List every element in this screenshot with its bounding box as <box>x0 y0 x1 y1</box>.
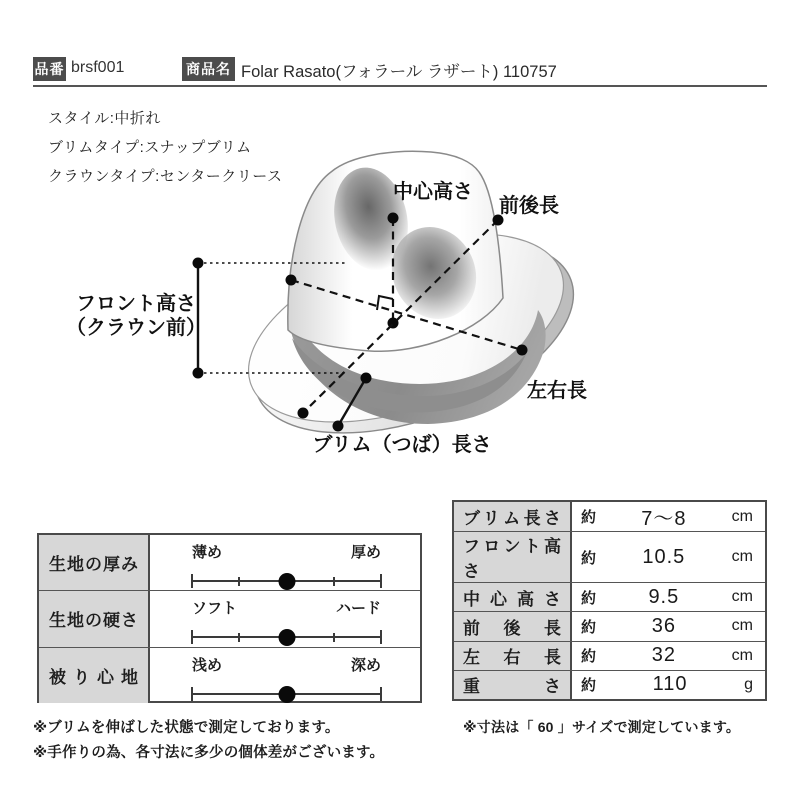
slider-dot <box>278 686 295 703</box>
product-name-badge: 商品名 <box>182 57 235 81</box>
slider-dot <box>278 629 295 646</box>
attr-label <box>39 591 150 646</box>
part-number-badge: 品番 <box>33 57 66 81</box>
attr-max-label: 厚め <box>350 544 381 561</box>
measure-unit: cm <box>731 617 753 635</box>
approx-prefix: 約 <box>581 509 597 527</box>
label-front-height-2: （クラウン前） <box>66 317 206 339</box>
thickness-slider <box>192 573 381 589</box>
table-row <box>454 641 765 670</box>
measure-label: フロント高さ <box>454 532 572 582</box>
measure-unit: cm <box>731 588 753 606</box>
attr-label-text: 生地の硬さ <box>49 611 138 631</box>
attr-max-label: 深め <box>350 656 381 674</box>
measure-label: 左右長 <box>454 642 572 670</box>
measure-value: 36 <box>651 614 676 637</box>
footnote-handmade: ※手作りの為、各寸法に多少の個体差がございます。 <box>33 745 385 761</box>
stiffness-slider <box>192 629 381 645</box>
label-front-back: 前後長 <box>499 195 559 217</box>
measure-label: 中心高さ <box>454 583 572 611</box>
part-number-value: brsf001 <box>71 59 125 76</box>
attr-label <box>39 535 150 590</box>
measure-unit: cm <box>731 507 753 525</box>
footnote-brim: ※ブリムを伸ばした状態で測定しております。 <box>33 720 340 736</box>
table-row <box>454 670 765 699</box>
measure-label: 重さ <box>454 671 572 699</box>
measure-value: 9.5 <box>648 585 680 608</box>
measure-unit: g <box>744 675 753 693</box>
approx-prefix: 約 <box>581 648 597 666</box>
attr-min-label: ソフト <box>192 600 238 618</box>
approx-prefix: 約 <box>581 677 597 695</box>
fabric-attributes-table <box>37 533 422 703</box>
footnote-size: ※寸法は「 60 」サイズで測定しています。 <box>463 719 741 735</box>
label-front-height-1: フロント高さ <box>76 293 196 315</box>
fit-slider <box>192 686 381 702</box>
table-row <box>454 611 765 640</box>
table-row <box>454 502 765 531</box>
measure-label: ブリム長さ <box>454 502 572 531</box>
measure-unit: cm <box>731 646 753 664</box>
attr-row-stiffness <box>39 590 420 646</box>
attr-label-text: 生地の厚み <box>49 555 138 575</box>
measure-value: 7～8 <box>641 508 687 531</box>
label-center-height: 中心高さ <box>393 181 473 203</box>
spec-crown-type: クラウンタイプ:センタークリース <box>48 168 283 185</box>
measurements-table <box>452 500 767 701</box>
measure-value: 32 <box>651 644 676 667</box>
attr-label-text: 被り心地 <box>49 667 138 687</box>
measure-value: 110 <box>652 673 688 696</box>
product-name-value: Folar Rasato(フォラール ラザート) 110757 <box>241 63 557 81</box>
attr-label <box>39 648 150 703</box>
spec-brim-type: ブリムタイプ:スナップブリム <box>48 139 252 156</box>
label-left-right: 左右長 <box>527 380 587 402</box>
label-brim-length: ブリム（つば）長さ <box>312 434 492 456</box>
table-row <box>454 582 765 611</box>
header-divider <box>33 85 767 87</box>
hat-measurement-diagram <box>30 140 680 470</box>
approx-prefix: 約 <box>581 618 597 636</box>
table-row <box>454 531 765 582</box>
measure-label: 前後長 <box>454 612 572 640</box>
measure-unit: cm <box>731 548 753 566</box>
attr-row-fit <box>39 647 420 703</box>
measure-value: 10.5 <box>642 545 686 568</box>
attr-max-label: ハード <box>335 600 381 618</box>
slider-dot <box>278 573 295 590</box>
attr-row-thickness <box>39 535 420 590</box>
attr-min-label: 薄め <box>192 544 223 561</box>
approx-prefix: 約 <box>581 549 597 567</box>
approx-prefix: 約 <box>581 589 597 607</box>
attr-min-label: 浅め <box>192 656 223 674</box>
spec-style: スタイル:中折れ <box>48 110 161 127</box>
